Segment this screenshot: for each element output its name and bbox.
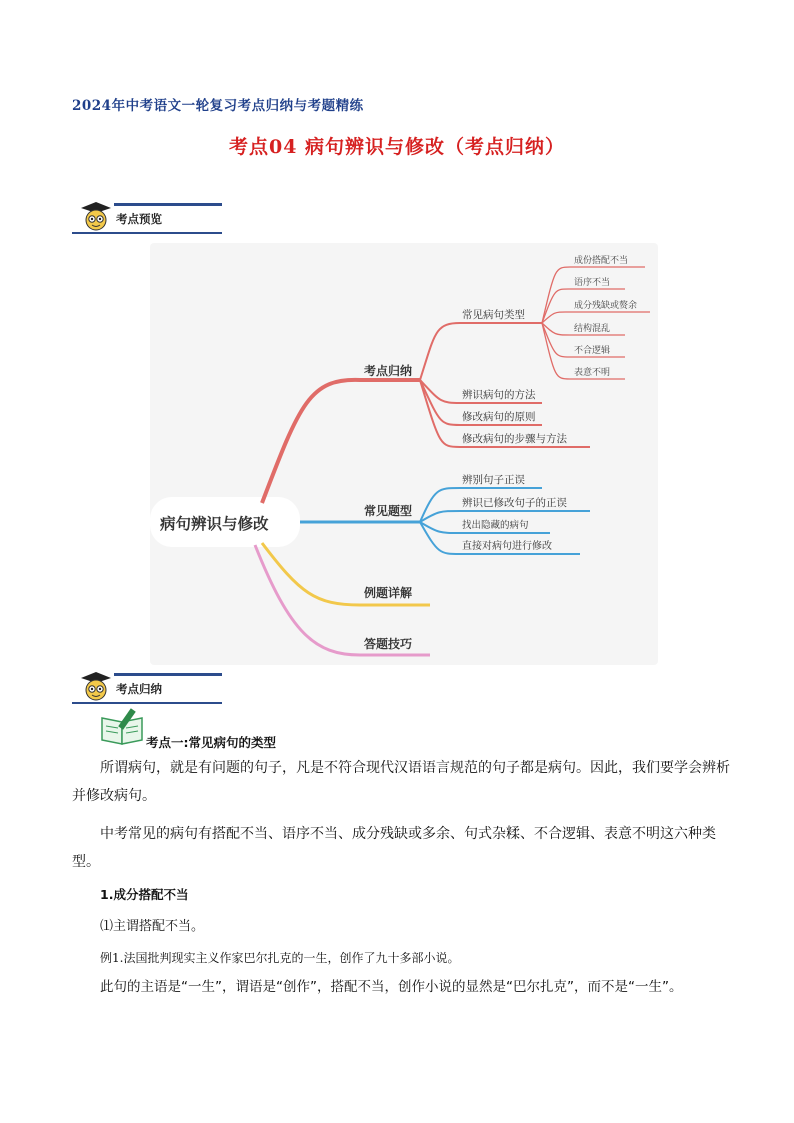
mindmap-node: 找出隐藏的病句 (462, 520, 529, 531)
mindmap-leaf: 表意不明 (574, 368, 611, 378)
mindmap-node: 辨别句子正误 (462, 474, 525, 486)
student-face-icon (78, 671, 114, 701)
mindmap-root: 病句辨识与修改 (160, 515, 269, 533)
example-1-analysis: 此句的主语是“一生”，谓语是“创作”，搭配不当，创作小说的显然是“巴尔扎克”，而不是“一生”。 (100, 979, 683, 995)
series-title: 2024年中考语文一轮复习考点归纳与考题精练 (72, 98, 364, 114)
mindmap-branch-liti: 例题详解 (364, 586, 413, 600)
section-label-summary: 考点归纳 (116, 682, 162, 696)
mindmap-leaf: 语序不当 (574, 278, 611, 288)
mindmap-node: 辨识已修改句子的正误 (462, 497, 567, 509)
example-1: 例1.法国批判现实主义作家巴尔扎克的一生，创作了九十多部小说。 (100, 951, 460, 965)
student-face-icon (78, 201, 114, 231)
mindmap-leaf: 结构混乱 (574, 324, 611, 334)
mindmap-leaf: 不合逻辑 (574, 346, 611, 356)
mindmap-node: 常见病句类型 (462, 309, 525, 321)
section-header-summary (72, 666, 220, 706)
heading-1: 1.成分搭配不当 (100, 887, 189, 902)
mindmap (150, 243, 658, 665)
mindmap-branch-kaodian: 考点归纳 (364, 364, 413, 378)
document-title: 考点04 病句辨识与修改（考点归纳） (228, 136, 566, 158)
mindmap-node: 直接对病句进行修改 (462, 541, 552, 552)
mindmap-node: 修改病句的步骤与方法 (462, 433, 567, 445)
heading-1-1: ⑴主谓搭配不当。 (100, 919, 205, 934)
mindmap-branch-tixing: 常见题型 (364, 504, 413, 518)
mindmap-leaf: 成份搭配不当 (574, 256, 629, 266)
mindmap-node: 辨识病句的方法 (462, 389, 536, 401)
paragraph-definition: 所谓病句，就是有问题的句子，凡是不符合现代汉语语言规范的句子都是病句。因此，我们要学会辨析并修改病句。 (72, 760, 730, 804)
kaodian-title: 考点一:常见病句的类型 (146, 735, 276, 750)
section-label-preview: 考点预览 (116, 212, 162, 226)
paragraph-types: 中考常见的病句有搭配不当、语序不当、成分残缺或多余、句式杂糅、不合逻辑、表意不明这六种类型。 (72, 826, 716, 870)
mindmap-leaf: 成分残缺或赘余 (574, 301, 638, 311)
book-pen-icon (100, 706, 146, 746)
mindmap-node: 修改病句的原则 (462, 411, 536, 423)
section-header-preview (72, 196, 220, 236)
mindmap-branch-jiqiao: 答题技巧 (364, 637, 413, 651)
